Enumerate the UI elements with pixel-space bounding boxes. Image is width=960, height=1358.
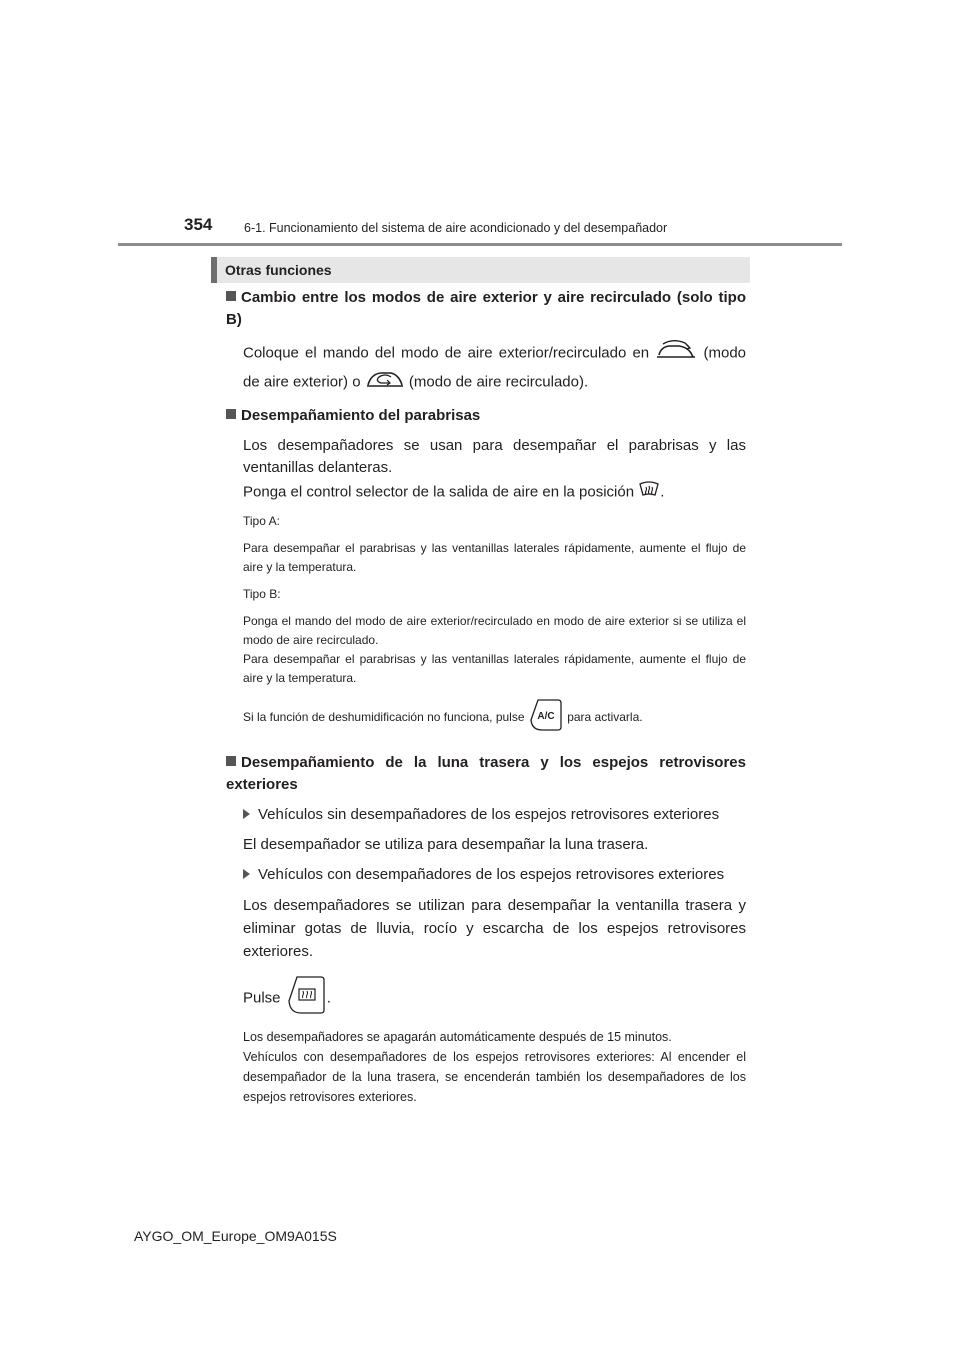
chapter-title: 6-1. Funcionamiento del sistema de aire acondicionado y del desempañador — [244, 221, 668, 235]
tipo-a-label: Tipo A: — [243, 514, 280, 528]
rear-defogger-icon — [285, 975, 327, 1022]
document-id: AYGO_OM_Europe_OM9A015S — [134, 1228, 337, 1244]
ac-paragraph: Si la función de deshumidificación no funciona, pulse A/C para activarla. — [243, 698, 746, 738]
square-bullet-icon — [226, 409, 236, 419]
square-bullet-icon — [226, 291, 236, 301]
condition-without-mirrors: Vehículos sin desempañadores de los espejos retrovisores exteriores — [226, 804, 746, 826]
content — [226, 287, 746, 1107]
paragraph-air-mode: Coloque el mando del modo de aire exterior/recirculado en (modo de aire exterior) o (modo de aire recirculado). — [226, 339, 746, 397]
section-header — [211, 257, 750, 283]
paragraph-windshield: Los desempañadores se usan para desempañar el parabrisas y las ventanillas delanteras. — [243, 437, 746, 476]
heading-windshield: Desempañamiento del parabrisas — [226, 405, 746, 427]
triangle-bullet-icon — [243, 809, 250, 819]
triangle-bullet-icon — [243, 869, 250, 879]
heading-air-mode: Cambio entre los modos de aire exterior y aire recirculado (solo tipo B) — [226, 289, 746, 328]
paragraph-pulse: Pulse . — [226, 975, 746, 1022]
tipo-b-text-2: Para desempañar el parabrisas y las ventanillas laterales rápidamente, aumente el flujo de aire y la temperatura. — [243, 652, 746, 685]
recirculated-air-mode-icon — [365, 368, 405, 397]
ac-button-icon — [528, 698, 564, 738]
section-title: Otras funciones — [225, 262, 332, 278]
svg-text:A/C: A/C — [537, 711, 555, 722]
section-accent — [211, 257, 217, 283]
windshield-defrost-icon — [638, 479, 660, 506]
paragraph-windshield-position: Ponga el control selector de la salida de aire en la posición . — [226, 479, 746, 506]
tipo-b-label: Tipo B: — [243, 587, 281, 601]
paragraph-mirrors: Los desempañadores se utilizan para desempañar la ventanilla trasera y eliminar gotas de lluvia, rocío y escarcha de los espejos retrovisores exteriores. — [243, 897, 746, 960]
tipo-a-text: Para desempañar el parabrisas y las ventanillas laterales rápidamente, aumente el flujo de aire y la temperatura. — [243, 541, 746, 574]
paragraph-rear-window: El desempañador se utiliza para desempañar la luna trasera. — [243, 836, 649, 853]
note-auto-off: Los desempañadores se apagarán automáticamente después de 15 minutos. — [243, 1030, 672, 1044]
condition-with-mirrors: Vehículos con desempañadores de los espejos retrovisores exteriores — [226, 864, 746, 886]
page-number: 354 — [184, 215, 213, 234]
outside-air-mode-icon — [655, 339, 697, 368]
note-mirror-defoggers: Vehículos con desempañadores de los espejos retrovisores exteriores: Al encender el desempañador de la luna trasera, se encenderán también los desempañadores de los espejos retrovisores exteriores. — [243, 1050, 746, 1104]
tipo-b-text-1: Ponga el mando del modo de aire exterior/recirculado en modo de aire exterior si se utiliza el modo de aire recirculado. — [243, 614, 746, 647]
square-bullet-icon — [226, 756, 236, 766]
header-divider — [118, 243, 842, 246]
heading-rear-defogger: Desempañamiento de la luna trasera y los espejos retrovisores exteriores — [226, 754, 746, 793]
